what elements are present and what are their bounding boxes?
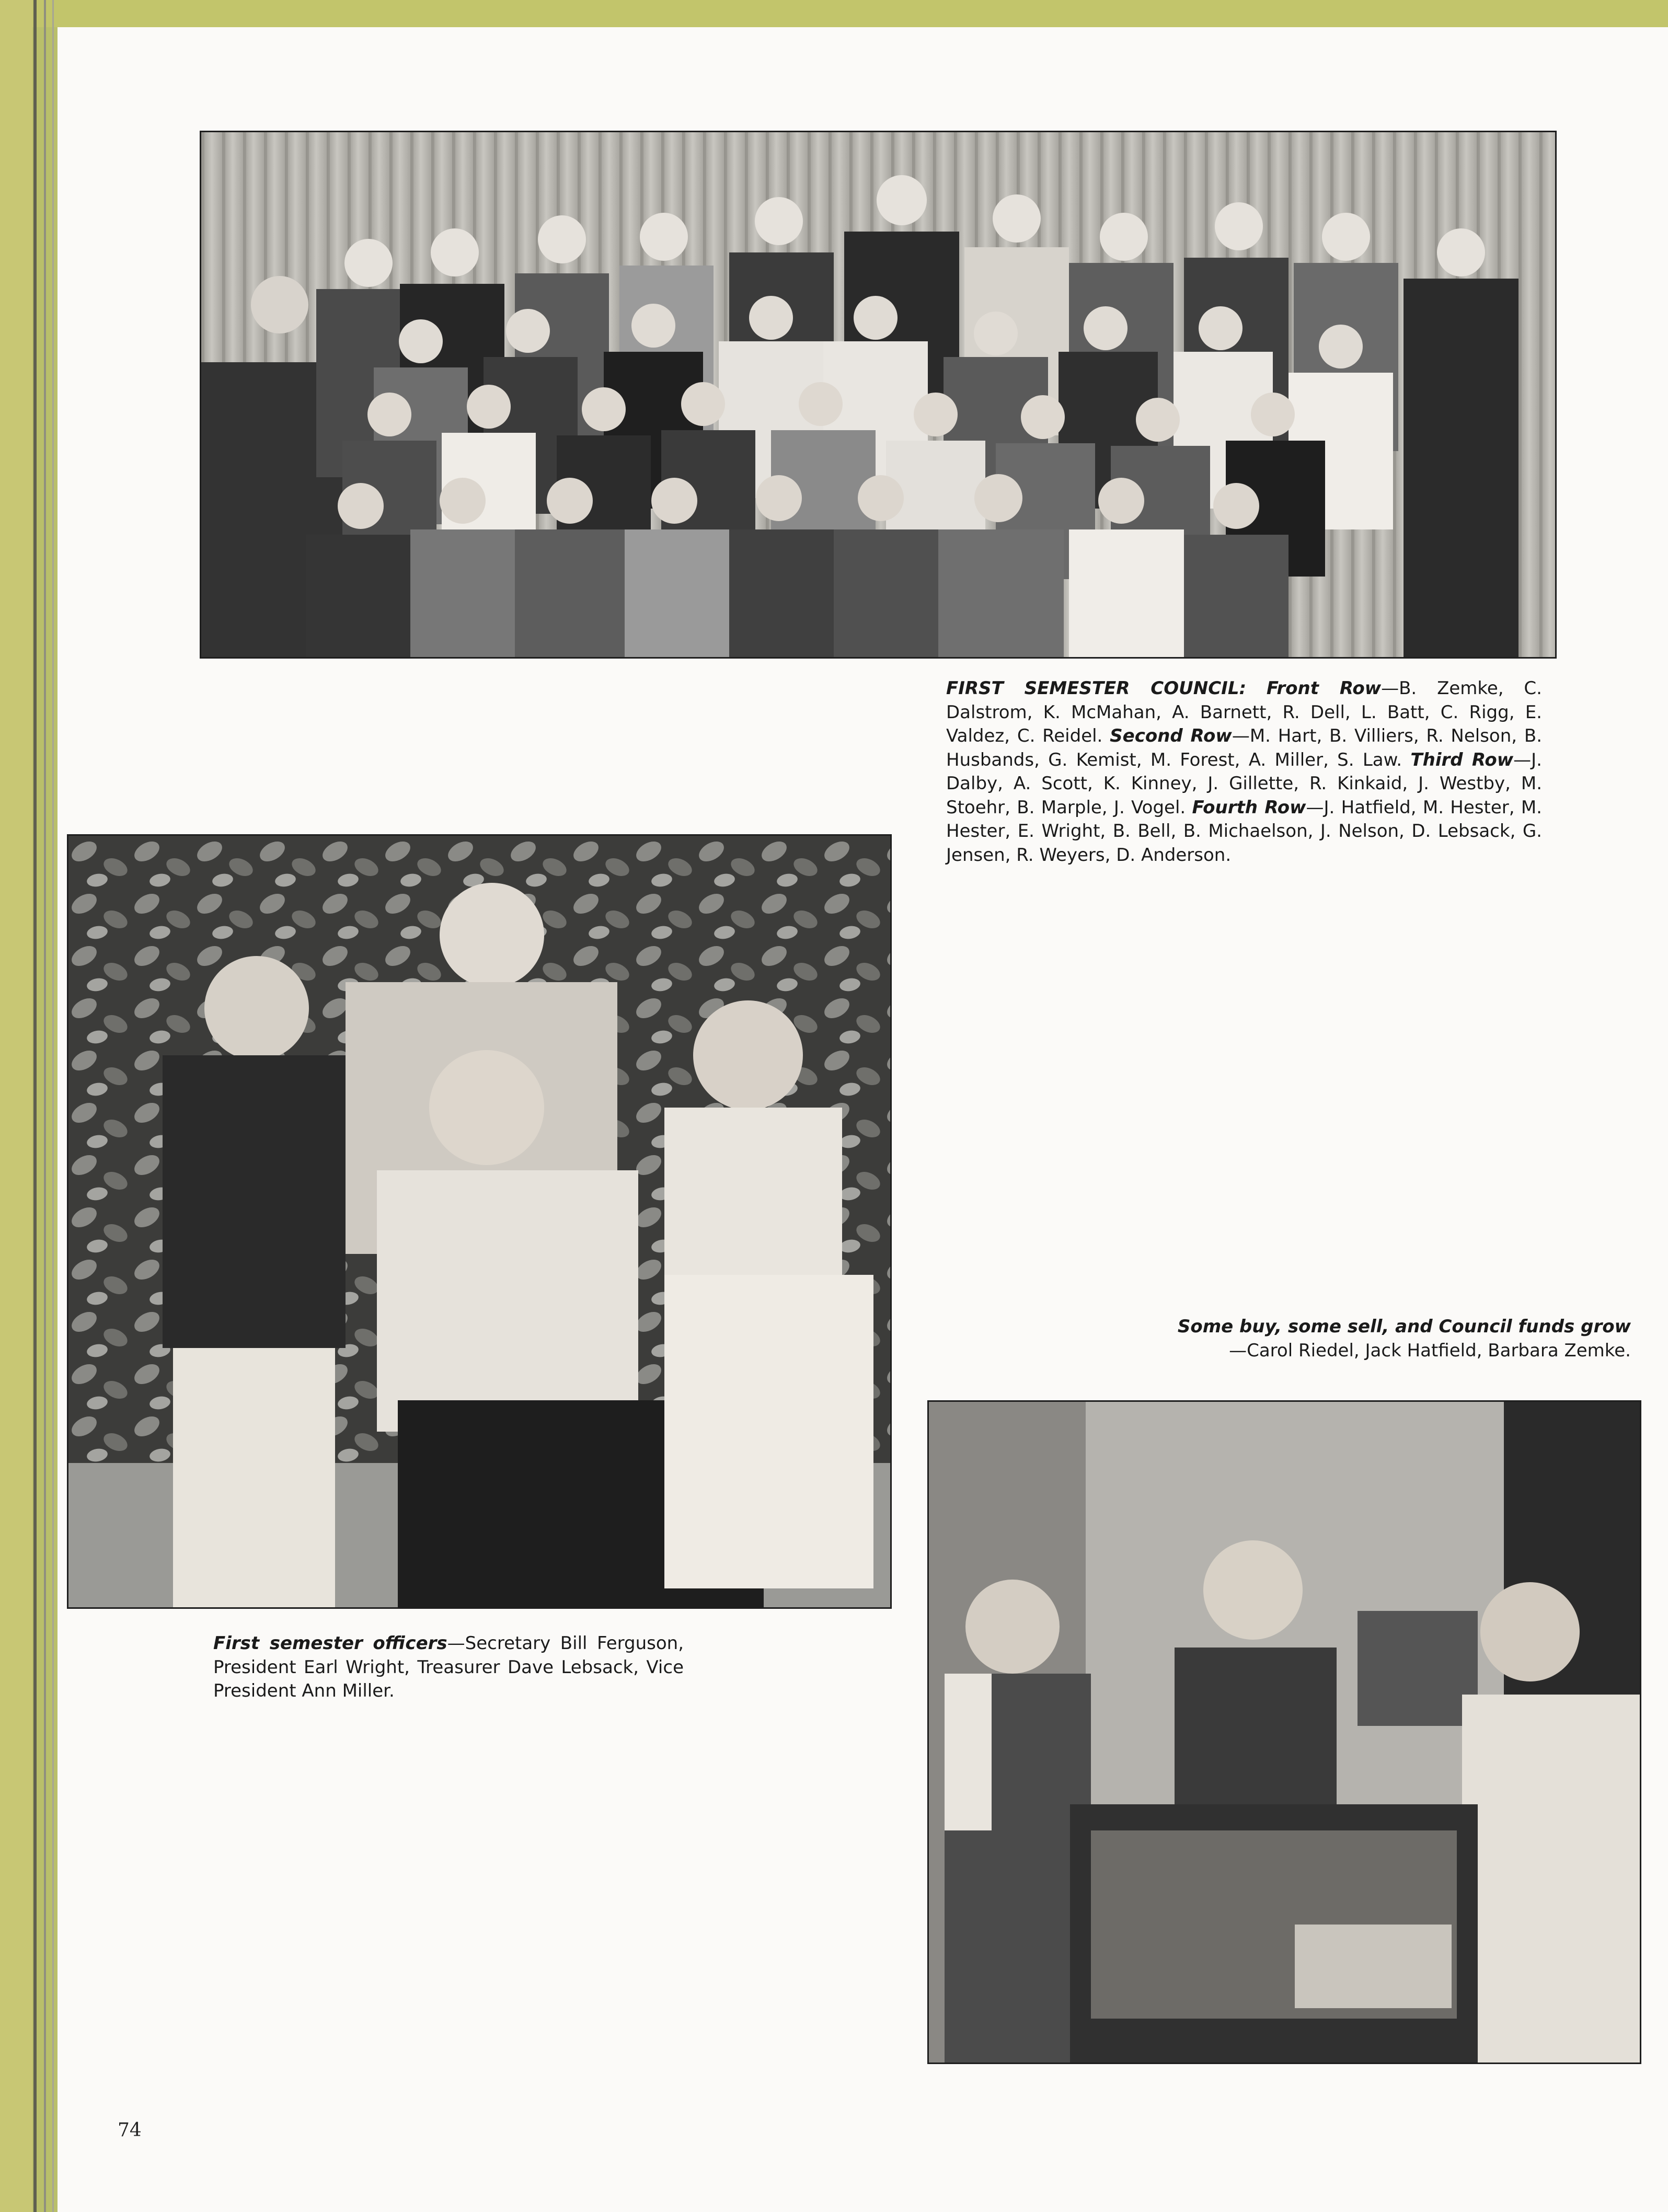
council-caption (946, 677, 1542, 867)
group-photo-icon (68, 836, 890, 1607)
officers-caption-text: —Secretary Bill Ferguson, President Earl Wright, Treasurer Dave Lebsack, Vice President Ann Miller. (213, 1633, 684, 1701)
page-stack-edge (44, 0, 46, 2212)
council-group-photo (200, 131, 1557, 659)
row-label: Fourth Row (1192, 797, 1306, 818)
page-stack-edge (33, 0, 37, 2212)
row-label: Front Row (1266, 678, 1382, 699)
store-caption-heading: Some buy, some sell, and Council funds grow (1177, 1316, 1631, 1337)
row-names: —M. Hart, B. Villiers, R. Nelson, B. Husbands, G. Kemist, M. Forest, A. Miller, S. Law. (946, 725, 1542, 770)
row-names: —B. Zemke, C. Dalstrom, K. McMahan, A. Barnett, R. Dell, L. Batt, C. Rigg, E. Valdez, C. Reidel. (946, 678, 1542, 746)
row-label: Third Row (1410, 749, 1514, 770)
yearbook-page (57, 27, 1668, 2212)
photo-icon (929, 1402, 1640, 2063)
row-names: —J. Hatfield, M. Hester, M. Hester, E. Wright, B. Bell, B. Michaelson, J. Nelson, D. Lebsack, G. Jensen, R. Weyers, D. Anderson. (946, 797, 1542, 866)
group-photo-icon (201, 132, 1555, 657)
officers-caption (213, 1632, 684, 1703)
book-cover-left-edge (0, 0, 32, 2212)
page-number: 74 (118, 2119, 142, 2141)
row-label: Second Row (1110, 725, 1232, 746)
store-caption (998, 1315, 1631, 1363)
row-names: —J. Dalby, A. Scott, K. Kinney, J. Gillette, R. Kinkaid, J. Westby, M. Stoehr, B. Marple, J. Vogel. (946, 749, 1542, 818)
school-store-photo (927, 1400, 1641, 2064)
council-caption-heading: FIRST SEMESTER COUNCIL: (946, 678, 1247, 699)
officers-caption-heading: First semester officers (213, 1633, 447, 1654)
page-stack-edge (52, 0, 54, 2212)
store-caption-text: —Carol Riedel, Jack Hatfield, Barbara Zemke. (1229, 1340, 1631, 1361)
officers-photo (67, 834, 892, 1609)
book-cover-top-edge (0, 0, 1668, 27)
